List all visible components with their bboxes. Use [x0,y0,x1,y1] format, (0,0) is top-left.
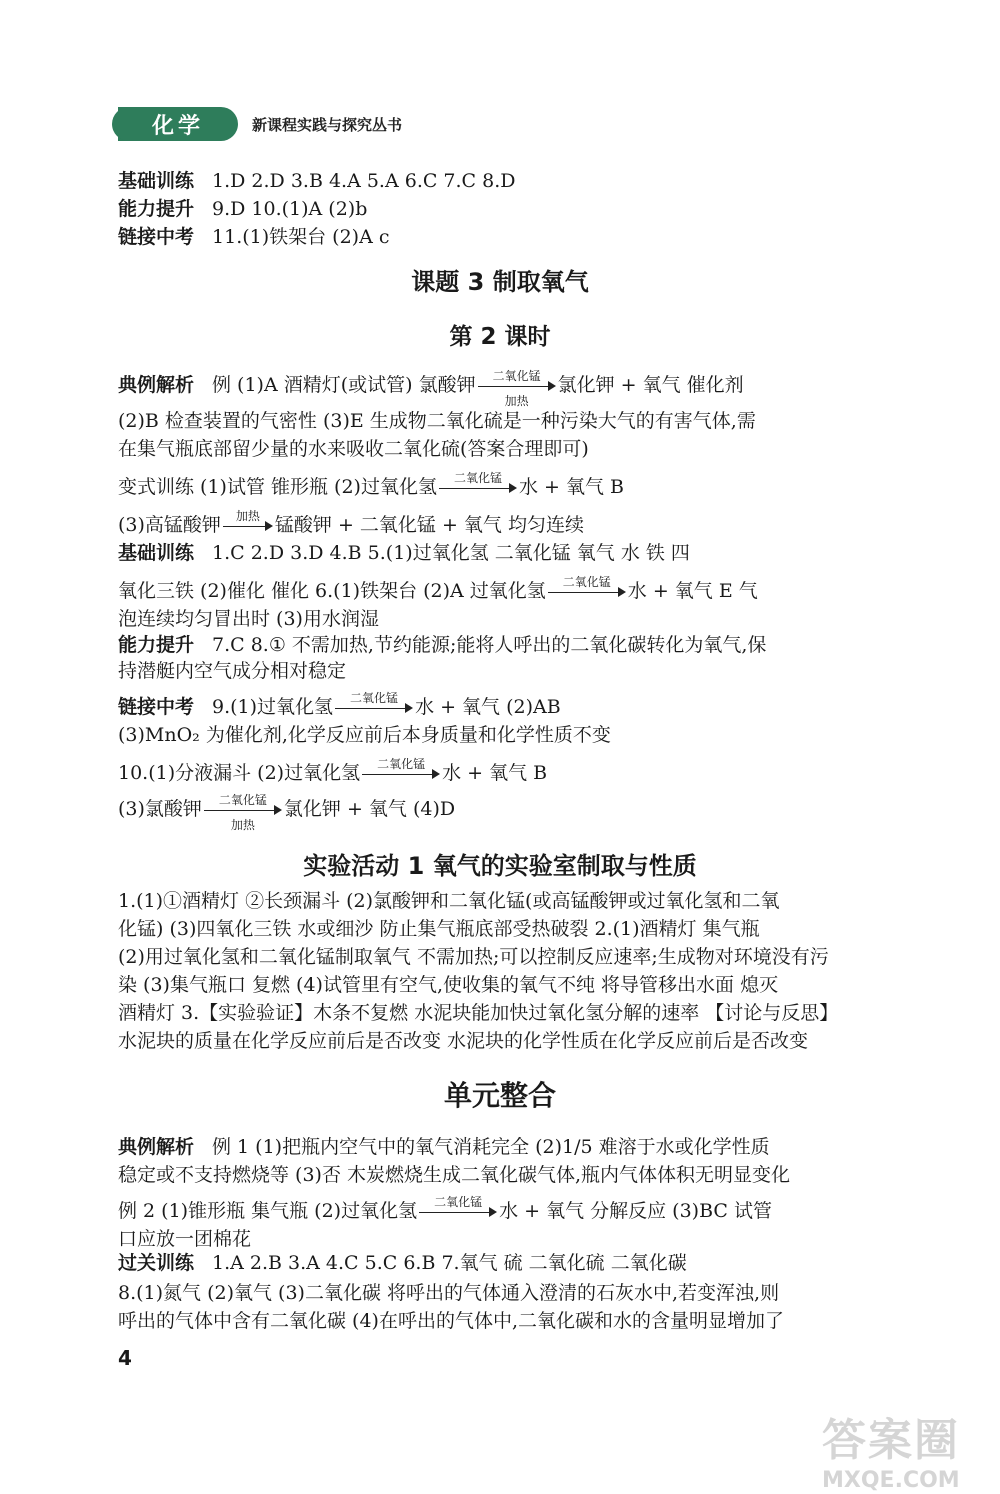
condition-top: 二氧化锰 [492,369,541,383]
answer-text: 例 (1)A 酒精灯(或试管) 氯酸钾 [212,374,476,396]
condition-bottom: 加热 [230,818,255,832]
answer-line: 口应放一团棉花 [118,1228,252,1250]
condition-top: 二氧化锰 [562,575,611,589]
series-title: 新课程实践与探究丛书 [252,115,403,134]
answer-text: 锰酸钾 + 二氧化锰 + 氧气 均匀连续 [274,514,584,536]
answer-text: 1.A 2.B 3.A 4.C 5.C 6.B 7.氧气 硫 二氧化硫 二氧化碳 [212,1252,687,1274]
condition-bottom: 加热 [504,394,529,408]
answer-text: 10.(1)分液漏斗 (2)过氧化氢 [118,762,361,784]
answer-line: (2)用过氧化氢和二氧化锰制取氧气 不需加热;可以控制反应速率;生成物对环境没有污 [118,946,829,968]
answer-text: 氯化钾 + 氧气 (4)D [283,798,456,820]
answer-line: (3)MnO₂ 为催化剂,化学反应前后本身质量和化学性质不变 [118,724,611,746]
answer-line [118,196,893,222]
answer-line: 泡连续均匀冒出时 (3)用水润湿 [118,608,379,630]
section-label: 能力提升 [118,634,195,656]
answer-text: 变式训练 (1)试管 锥形瓶 (2)过氧化氢 [118,476,437,498]
answer-line: 酒精灯 3.【实验验证】木条不复燃 水泥块能加快过氧化氢分解的速率 【讨论与反思】 [118,1002,839,1024]
section-heading: 课题 3 制取氧气 [411,268,589,296]
section-label: 基础训练 [118,170,195,192]
answer-text: 9.(1)过氧化氢 [212,696,334,718]
answer-text: 9.D 10.(1)A (2)b [212,198,368,220]
reaction-arrow [335,691,413,721]
section-label: 链接中考 [118,696,195,718]
reaction-arrow [223,509,273,539]
page-number: 4 [118,1346,132,1370]
answer-line: 水泥块的质量在化学反应前后是否改变 水泥块的化学性质在化学反应前后是否改变 [118,1030,809,1052]
section-label: 过关训练 [118,1252,195,1274]
answer-line: 持潜艇内空气成分相对稳定 [118,660,347,682]
answer-line [118,757,893,787]
section-label: 链接中考 [118,226,195,248]
section-heading: 实验活动 1 氧气的实验室制取与性质 [303,852,697,880]
answer-text: (3)高锰酸钾 [118,514,221,536]
answer-text: 7.C 8.① 不需加热,节约能源;能将人呼出的二氧化碳转化为氧气,保 [212,634,767,656]
condition-top: 二氧化锰 [377,757,426,771]
answer-text: 1.D 2.D 3.B 4.A 5.A 6.C 7.C 8.D [212,170,516,192]
watermark-logo [822,1404,982,1493]
answer-text: 水 + 氧气 E 气 [627,580,758,602]
reaction-arrow [204,793,282,832]
answer-line: 8.(1)氮气 (2)氧气 (3)二氧化碳 将呼出的气体通入澄清的石灰水中,若变浑浊,则 [118,1282,780,1304]
answer-line [118,224,893,250]
section-label: 能力提升 [118,198,195,220]
answer-line [118,509,893,539]
answer-line: (2)B 检查装置的气密性 (3)E 生成物二氧化硫是一种污染大气的有害气体,需 [118,410,756,432]
reaction-arrow [548,575,626,605]
answer-text: 1.C 2.D 3.D 4.B 5.(1)过氧化氢 二氧化锰 氧气 水 铁 四 [212,542,690,564]
section-heading: 单元整合 [443,1079,556,1112]
subject-label: 化学 [151,113,204,139]
answer-text: 氯化钾 + 氧气 催化剂 [557,374,744,396]
answer-line [118,1195,893,1225]
answer-line: 化锰) (3)四氧化三铁 水或细沙 防止集气瓶底部受热破裂 2.(1)酒精灯 集气瓶 [118,918,760,940]
answer-line: 染 (3)集气瓶口 复燃 (4)试管里有空气,使收集的氧气不纯 将导管移出水面 熄灭 [118,974,779,996]
condition-top: 二氧化锰 [453,471,502,485]
answer-line [118,471,893,501]
answer-text: 水 + 氧气 (2)AB [415,696,561,718]
answer-text: (3)氯酸钾 [118,798,202,820]
answer-line [118,1250,893,1276]
answer-line [118,691,893,721]
answer-text: 例 2 (1)锥形瓶 集气瓶 (2)过氧化氢 [118,1200,418,1222]
condition-top: 加热 [235,509,260,523]
condition-top: 二氧化锰 [218,793,267,807]
reaction-arrow [419,1195,497,1225]
reaction-arrow [362,757,440,787]
answer-line [118,168,893,194]
condition-top: 二氧化锰 [434,1195,483,1209]
watermark-sub: MXQE.COM [822,1468,960,1493]
answer-text: 例 1 (1)把瓶内空气中的氧气消耗完全 (2)1/5 难溶于水或化学性质 [212,1136,770,1158]
subject-tab [118,107,238,141]
answer-line [118,1134,893,1160]
reaction-arrow [478,369,556,408]
answer-line: 在集气瓶底部留少量的水来吸收二氧化硫(答案合理即可) [118,438,589,460]
reaction-arrow [439,471,517,501]
condition-top: 二氧化锰 [350,691,399,705]
section-label: 典例解析 [118,1136,195,1158]
answer-line: 1.(1)①酒精灯 ②长颈漏斗 (2)氯酸钾和二氧化锰(或高锰酸钾或过氧化氢和二氧 [118,890,780,912]
answer-line [118,575,893,605]
answer-line [118,540,893,566]
section-label: 基础训练 [118,542,195,564]
book-header [118,106,402,142]
section-label: 典例解析 [118,374,195,396]
section-subheading: 第 2 课时 [449,324,551,350]
answer-text: 11.(1)铁架台 (2)A c [212,226,390,248]
watermark-main: 答案圈 [822,1415,960,1466]
answer-text: 水 + 氧气 B [518,476,624,498]
answer-text: 氧化三铁 (2)催化 催化 6.(1)铁架台 (2)A 过氧化氢 [118,580,546,602]
answer-line: 稳定或不支持燃烧等 (3)否 木炭燃烧生成二氧化碳气体,瓶内气体体积无明显变化 [118,1164,791,1186]
answer-text: 水 + 氧气 B [442,762,548,784]
answer-line: 呼出的气体中含有二氧化碳 (4)在呼出的气体中,二氧化碳和水的含量明显增加了 [118,1310,784,1332]
answer-line [118,793,893,832]
answer-line [118,632,893,658]
answer-text: 水 + 氧气 分解反应 (3)BC 试管 [499,1200,772,1222]
answer-line [118,369,893,408]
